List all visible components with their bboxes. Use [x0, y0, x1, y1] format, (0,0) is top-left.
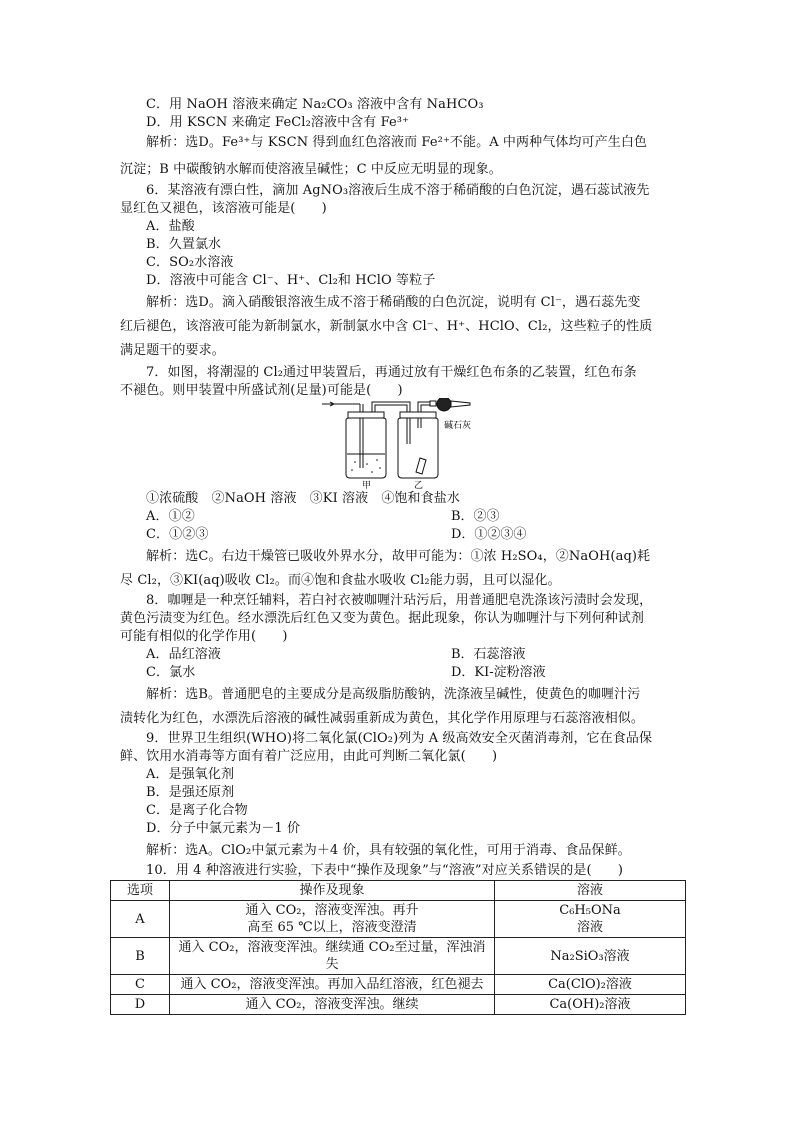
table-cell-solution: C₆H₅ONa 溶液	[495, 901, 686, 938]
q8-stem-line-1: 8．咖喱是一种烹饪辅料，若白衬衣被咖喱汁玷污后，用普通肥皂洗涤该污渍时会发现，	[146, 593, 653, 608]
table-cell-operation: 通入 CO₂，溶液变浑浊。再升 高至 65 ℃以上，溶液变澄清	[170, 901, 495, 938]
q8-option-a: A．品红溶液	[146, 647, 221, 662]
q6-analysis-line-3: 满足题干的要求。	[120, 343, 225, 358]
table-cell-operation: 通入 CO₂，溶液变浑浊。再加入品红溶液，红色褪去	[170, 975, 495, 995]
q7-option-a: A．①②	[146, 509, 195, 524]
q9-option-a: A．是强氧化剂	[146, 767, 235, 782]
q7-option-b: B．②③	[451, 509, 500, 524]
q9-option-c: C．是离子化合物	[146, 803, 248, 818]
table-row	[111, 901, 686, 938]
bottle-yi	[398, 412, 438, 478]
q6-analysis-line-1: 解析：选D。滴入硝酸银溶液生成不溶于稀硝酸的白色沉淀，说明有 Cl⁻，遇石蕊先变	[146, 295, 641, 310]
q6-analysis-line-2: 红后褪色，该溶液可能为新制氯水，新制氯水中含 Cl⁻、H⁺、HClO、Cl₂，这些粒子的性质	[120, 319, 653, 334]
q6-option-b: B．久置氯水	[146, 237, 222, 252]
q9-stem-line-2: 鲜、饮用水消毒等方面有着广泛应用，由此可判断二氧化氯( )	[120, 749, 498, 764]
table-header-solution: 溶液	[495, 881, 686, 901]
q6-stem-line-2: 显红色又褪色，该溶液可能是( )	[120, 201, 327, 216]
table-header-operation: 操作及现象	[170, 881, 495, 901]
q8-stem-line-3: 可能有相似的化学作用( )	[120, 629, 288, 644]
table-cell-operation: 通入 CO₂，溶液变浑浊。继续通 CO₂至过量，浑浊消 失	[170, 938, 495, 975]
table-header-row	[111, 881, 686, 901]
table-cell-option: D	[111, 995, 170, 1015]
q10-table	[110, 880, 686, 1015]
q8-stem-line-2: 黄色污渍变为红色。经水漂洗后红色又变为黄色。据此现象，你认为咖喱汁与下列何种试剂	[120, 611, 645, 626]
q7-stem-line-2: 不褪色。则甲装置中所盛试剂(足量)可能是( )	[120, 383, 403, 398]
q6-option-d: D．溶液中可能含 Cl⁻、H⁺、Cl₂和 HClO 等粒子	[146, 273, 436, 288]
bottle-yi-label: 乙	[414, 480, 424, 490]
q9-stem-line-1: 9．世界卫生组织(WHO)将二氧化氯(ClO₂)列为 A 级高效安全灭菌消毒剂，它在食品保	[146, 731, 653, 746]
q8-analysis-line-1: 解析：选B。普通肥皂的主要成分是高级脂肪酸钠，洗涤液呈碱性，使黄色的咖喱汁污	[146, 687, 641, 702]
q5-analysis-line-2: 沉淀；B 中碳酸钠水解而使溶液呈碱性；C 中反应无明显的现象。	[120, 162, 502, 177]
q5-analysis-line-1: 解析：选D。Fe³⁺与 KSCN 得到血红色溶液而 Fe²⁺不能。A 中两种气体均可产生白色	[146, 135, 648, 150]
q7-analysis-line-1: 解析：选C。右边干燥管已吸收外界水分，故甲可能为：①浓 H₂SO₄，②NaOH(aq)耗	[146, 549, 651, 564]
drying-tube	[430, 398, 470, 411]
q10-stem: 10．用 4 种溶液进行实验，下表中“操作及现象”与“溶液”对应关系错误的是( )	[146, 863, 624, 878]
q8-option-c: C．氯水	[146, 665, 196, 680]
gas-washing-apparatus-figure	[322, 398, 482, 490]
q9-analysis: 解析：选A。ClO₂中氯元素为＋4 价，具有较强的氧化性，可用于消毒、食品保鲜。	[146, 843, 631, 858]
q6-option-c: C．SO₂水溶液	[146, 255, 234, 270]
q6-stem-line-1: 6．某溶液有漂白性，滴加 AgNO₃溶液后生成不溶于稀硝酸的白色沉淀，遇石蕊试液先	[146, 183, 650, 198]
table-cell-option: C	[111, 975, 170, 995]
q7-reagent-list: ①浓硫酸 ②NaOH 溶液 ③KI 溶液 ④饱和食盐水	[146, 491, 460, 506]
table-cell-option: B	[111, 938, 170, 975]
table-cell-operation: 通入 CO₂，溶液变浑浊。继续	[170, 995, 495, 1015]
drying-tube-label: 碱石灰	[444, 420, 472, 430]
q6-option-a: A．盐酸	[146, 219, 195, 234]
q7-option-d: D．①②③④	[451, 527, 527, 542]
bottle-jia-label: 甲	[362, 480, 372, 490]
q5-option-c: C．用 NaOH 溶液来确定 Na₂CO₃ 溶液中含有 NaHCO₃	[146, 97, 484, 112]
q5-option-d: D．用 KSCN 来确定 FeCl₂溶液中含有 Fe³⁺	[146, 115, 410, 130]
table-header-option: 选项	[111, 881, 170, 901]
table-cell-solution: Ca(OH)₂溶液	[495, 995, 686, 1015]
q7-stem-line-1: 7．如图，将潮湿的 Cl₂通过甲装置后，再通过放有干燥红色布条的乙装置，红色布条	[146, 365, 637, 380]
table-row	[111, 995, 686, 1015]
q8-option-d: D．KI-淀粉溶液	[451, 665, 546, 680]
q8-option-b: B．石蕊溶液	[451, 647, 526, 662]
q7-option-c: C．①②③	[146, 527, 209, 542]
table-row	[111, 938, 686, 975]
table-cell-solution: Ca(ClO)₂溶液	[495, 975, 686, 995]
q9-option-d: D．分子中氯元素为－1 价	[146, 821, 301, 836]
q9-option-b: B．是强还原剂	[146, 785, 235, 800]
q7-analysis-line-2: 尽 Cl₂，③KI(aq)吸收 Cl₂。而④饱和食盐水吸收 Cl₂能力弱，且可以湿化。	[120, 573, 561, 588]
q8-analysis-line-2: 渍转化为红色，水漂洗后溶液的碱性减弱重新成为黄色，其化学作用原理与石蕊溶液相似。	[120, 711, 645, 726]
table-row	[111, 975, 686, 995]
table-cell-solution: Na₂SiO₃溶液	[495, 938, 686, 975]
table-cell-option: A	[111, 901, 170, 938]
